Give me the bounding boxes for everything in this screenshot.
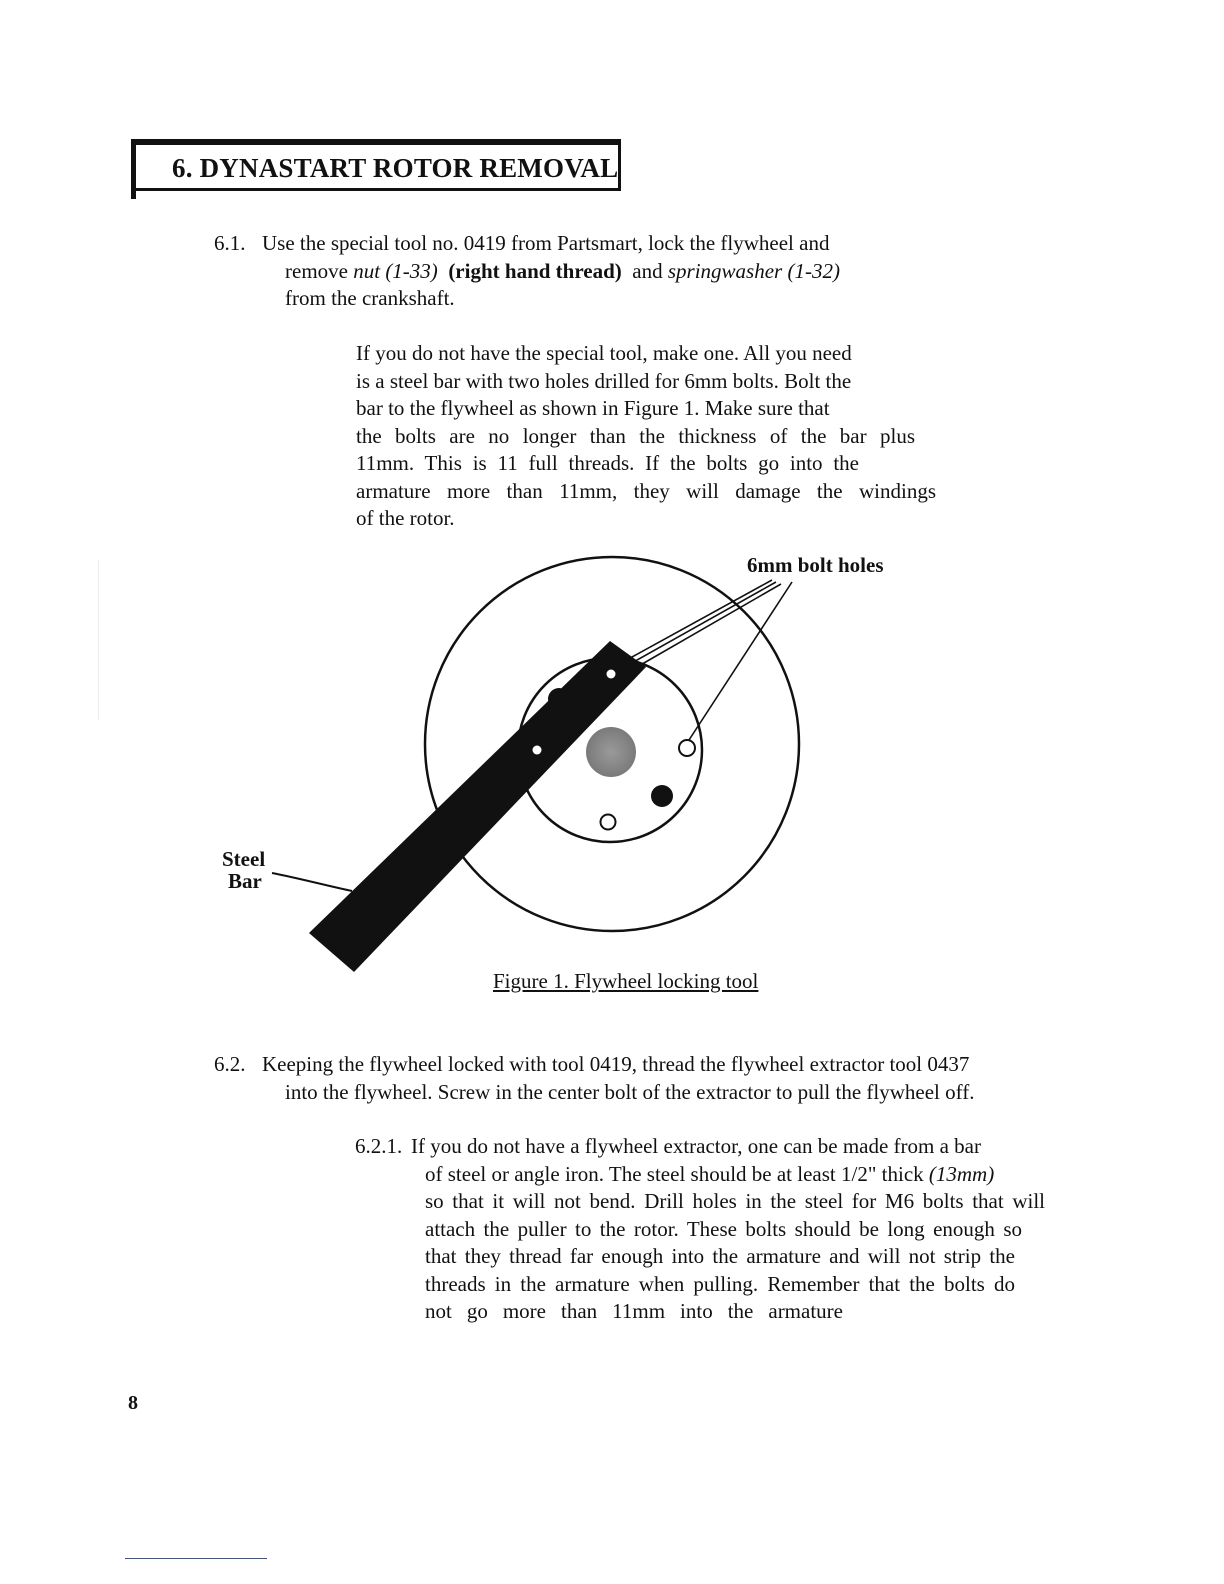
page-edge-shadow: [98, 560, 99, 720]
step-6-2-1-line: threads in the armature when pulling. Remember that the bolts do: [425, 1271, 1015, 1296]
note-line: the bolts are no longer than the thickness of the bar plus: [356, 423, 915, 448]
note-line: If you do not have the special tool, make one. All you need: [356, 341, 852, 365]
remove-text: remove: [285, 258, 354, 283]
step-6-2-1-line: not go more than 11mm into the armature: [425, 1299, 843, 1323]
step-6-2-1-line: so that it will not bend. Drill holes in the steel for M6 bolts that will: [425, 1189, 1045, 1213]
leader-line: [623, 580, 772, 662]
footnote-rule: [125, 1558, 267, 1559]
springwasher-part-ref: springwasher (1-32): [667, 258, 840, 283]
page-number: 8: [128, 1392, 138, 1414]
bolt-holes-label: 6mm bolt holes: [747, 553, 884, 577]
flywheel-locking-tool-figure: [210, 540, 830, 980]
step-6-2-1-line: If you do not have a flywheel extractor, one can be made from a bar: [411, 1134, 981, 1158]
step-6-2-1-number: 6.2.1.: [355, 1134, 403, 1158]
step-6-2-line-1: Keeping the flywheel locked with tool 0419, thread the flywheel extractor tool 0437: [262, 1052, 970, 1076]
and-text: and: [632, 258, 668, 283]
leader-line: [689, 582, 792, 740]
steel-bar-label-line-2: Bar: [228, 869, 262, 893]
step-6-2-text: [262, 1051, 974, 1106]
note-line: of the rotor.: [356, 506, 455, 530]
step-6-1-line-3: from the crankshaft.: [285, 286, 455, 310]
step-6-2-number: 6.2.: [214, 1052, 246, 1076]
thickness-metric: (13mm): [928, 1161, 995, 1186]
leader-line: [637, 584, 781, 667]
bolt-hole-filled: [651, 785, 673, 807]
note-paragraph: [356, 340, 936, 533]
note-line: 11mm. This is 11 full threads. If the bolts go into the: [356, 451, 859, 475]
note-line: bar to the flywheel as shown in Figure 1. Make sure that: [356, 396, 830, 420]
step-6-2-1-line: that they thread far enough into the armature and will not strip the: [425, 1244, 1015, 1268]
step-6-2-1-line: [425, 1161, 1045, 1189]
steel-bar: [309, 641, 646, 972]
steel-bar-leader: [272, 873, 352, 891]
step-6-2-1-text: [411, 1133, 1045, 1326]
bolt-hole-open-bottom: [601, 815, 616, 830]
step-6-1-number: 6.1.: [214, 231, 246, 255]
nut-part-ref: nut (1-33): [353, 258, 438, 283]
thickness-text: of steel or angle iron. The steel should be at least 1/2" thick: [425, 1161, 929, 1186]
thread-direction: (right hand thread): [448, 258, 622, 283]
step-6-2-line-2: into the flywheel. Screw in the center bolt of the extractor to pull the flywheel off.: [285, 1079, 975, 1104]
bar-bolt-upper: [607, 670, 616, 679]
section-title: 6. DYNASTART ROTOR REMOVAL: [172, 153, 619, 183]
figure-caption: Figure 1. Flywheel locking tool: [493, 969, 759, 993]
crankshaft-hub: [586, 727, 636, 777]
bolt-hole-open-right: [679, 740, 695, 756]
note-line: is a steel bar with two holes drilled for 6mm bolts. Bolt the: [356, 368, 852, 393]
steel-bar-label-line-1: Steel: [222, 847, 266, 871]
section-header-box: [131, 139, 621, 191]
header-left-bar: [131, 139, 136, 199]
note-line: armature more than 11mm, they will damage the windings: [356, 478, 936, 503]
step-6-2-1-line: attach the puller to the rotor. These bolts should be long enough so: [425, 1216, 1022, 1241]
step-6-1-line-1: Use the special tool no. 0419 from Partsmart, lock the flywheel and: [262, 231, 830, 255]
bar-bolt-lower: [533, 746, 542, 755]
step-6-1-line-2: [285, 258, 840, 286]
step-6-1-text: [262, 230, 840, 313]
